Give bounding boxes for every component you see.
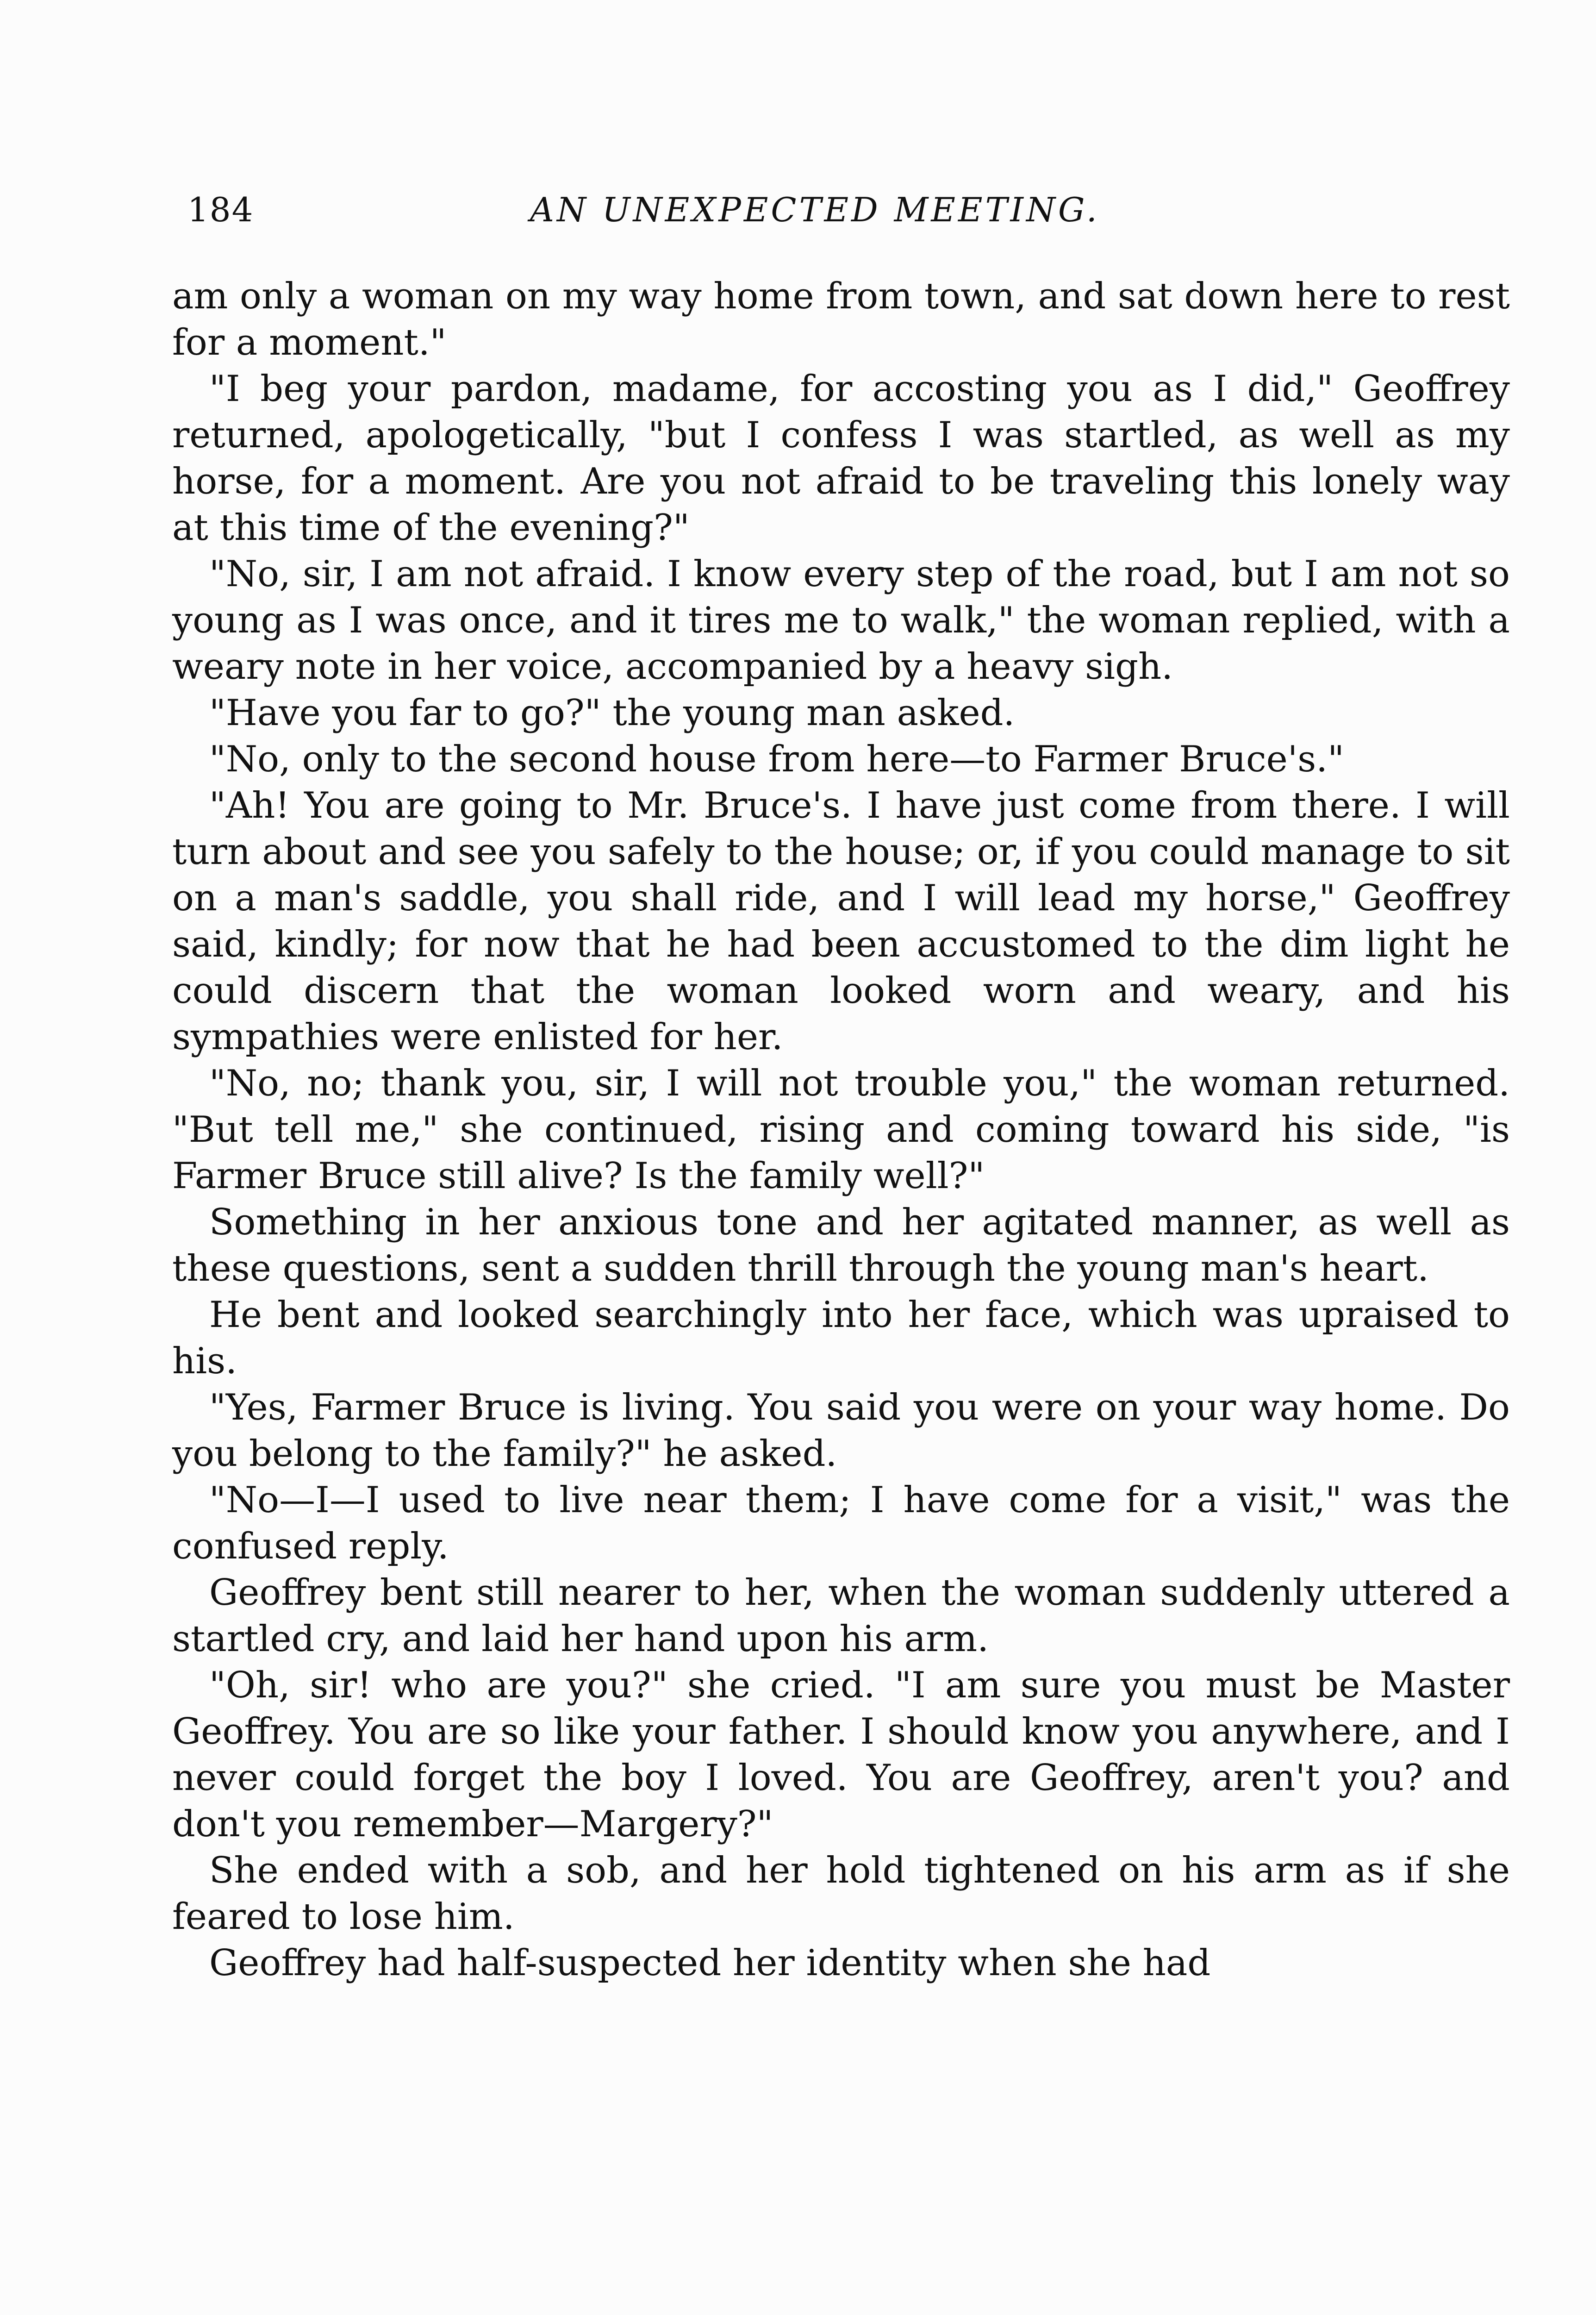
paragraph-13: "Oh, sir! who are you?" she cried. "I am sure you must be Master Geoffrey. You are so like your father. I should know you anywhere, and I never could forget the boy I loved. You are Geoffrey, aren't you? and don't you remember—Margery?" [172,1664,1510,1845]
page-number: 184 [187,190,254,229]
paragraph-12: Geoffrey bent still nearer to her, when the woman suddenly uttered a startled cry, and laid her hand upon his arm. [172,1572,1510,1660]
paragraph-15: Geoffrey had half-suspected her identity when she had [209,1942,1211,1984]
paragraph-5: "No, only to the second house from here—to Farmer Bruce's." [209,738,1344,780]
running-title: AN UNEXPECTED MEETING. [530,190,1100,229]
paragraph-9: He bent and looked searchingly into her face, which was upraised to his. [172,1294,1510,1382]
paragraph-14: She ended with a sob, and her hold tightened on his arm as if she feared to lose him. [172,1850,1510,1938]
paragraph-8: Something in her anxious tone and her agitated manner, as well as these questions, sent a sudden thrill through the young man's heart. [172,1201,1510,1289]
paragraph-10: "Yes, Farmer Bruce is living. You said you were on your way home. Do you belong to the family?" he asked. [172,1387,1510,1475]
paragraph-7: "No, no; thank you, sir, I will not trouble you," the woman returned. "But tell me," she continued, rising and coming toward his side, "is Farmer Bruce still alive? Is the family well?" [172,1063,1510,1197]
paragraph-2: "I beg your pardon, madame, for accosting you as I did," Geoffrey returned, apologetically, "but I confess I was startled, as well as my horse, for a moment. Are you not afraid to be traveling this lonely way at this time of the evening?" [172,368,1510,549]
body-text [172,273,1510,1986]
paragraph-4: "Have you far to go?" the young man asked. [209,692,1015,734]
page-header [187,184,1493,235]
paragraph-1: am only a woman on my way home from town, and sat down here to rest for a moment." [172,275,1510,363]
paragraph-11: "No—I—I used to live near them; I have come for a visit," was the confused reply. [172,1479,1510,1567]
paragraph-6: "Ah! You are going to Mr. Bruce's. I have just come from there. I will turn about and see you safely to the house; or, if you could manage to sit on a man's saddle, you shall ride, and I will lead my horse," Geoffrey said, kindly; for now that he had been accustomed to the dim light he could discern that the woman looked worn and weary, and his sympathies were enlisted for her. [172,785,1510,1058]
paragraph-3: "No, sir, I am not afraid. I know every step of the road, but I am not so young as I was once, and it tires me to walk," the woman replied, with a weary note in her voice, accompanied by a heavy sigh. [172,553,1510,688]
